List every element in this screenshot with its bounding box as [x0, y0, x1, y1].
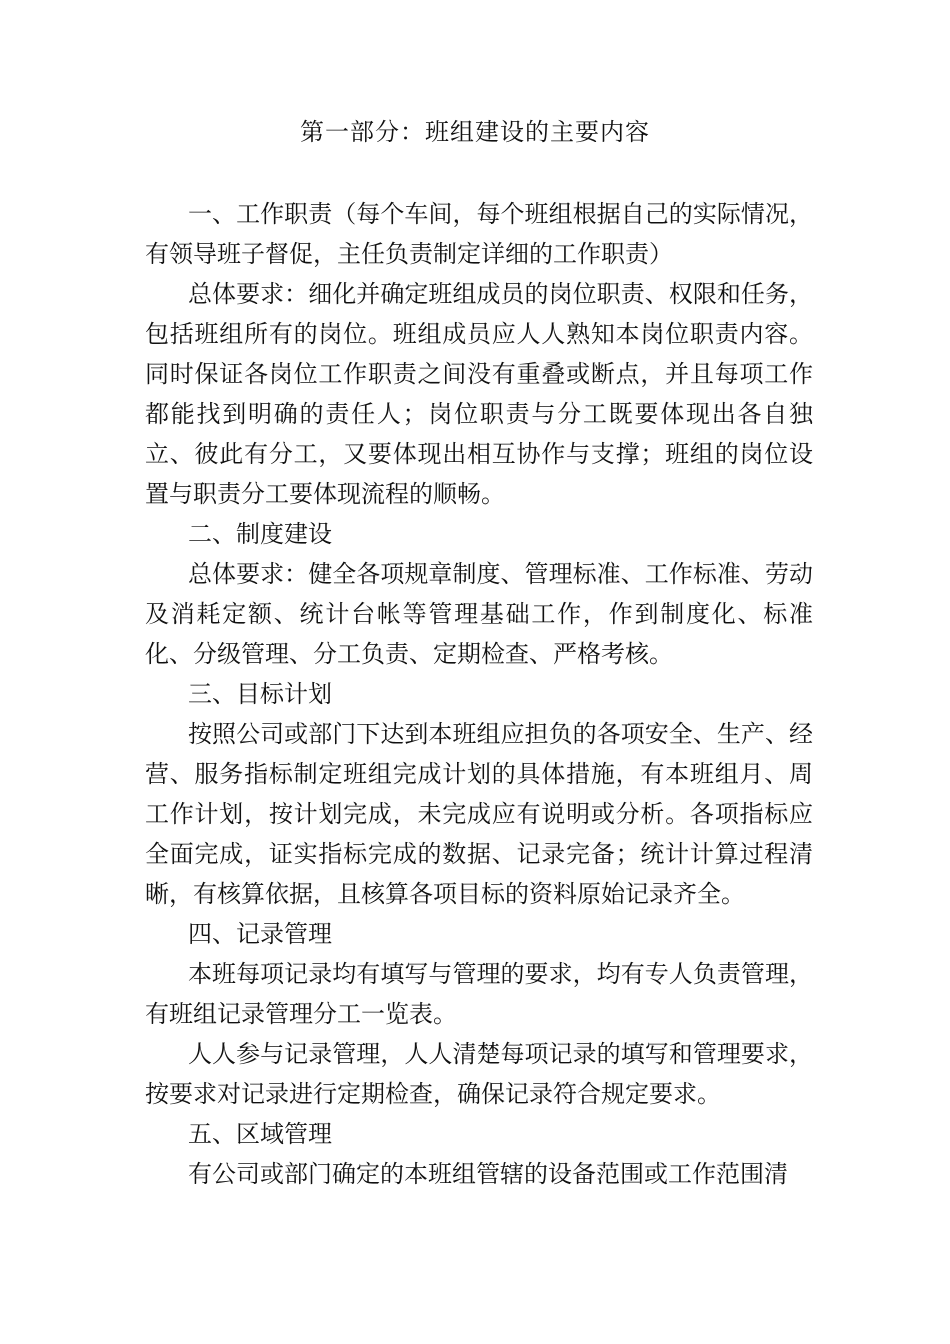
paragraph-target-plan: 按照公司或部门下达到本班组应担负的各项安全、生产、经营、服务指标制定班组完成计划的具体措施，有本班组月、周工作计划，按计划完成，未完成应有说明或分析。各项指标应全面完成，证实指标完成的数据、记录完备；统计计算过程清晰，有核算依据，且核算各项目标的资料原始记录齐全。 — [145, 720, 813, 908]
paragraph-system-requirements: 总体要求：健全各项规章制度、管理标准、工作标准、劳动及消耗定额、统计台帐等管理基础工作，作到制度化、标准化、分级管理、分工负责、定期检查、严格考核。 — [145, 560, 813, 668]
paragraph-record-management-1: 本班每项记录均有填写与管理的要求，均有专人负责管理，有班组记录管理分工一览表。 — [145, 960, 813, 1028]
heading-system-building: 二、制度建设 — [188, 520, 332, 548]
page-title: 第一部分：班组建设的主要内容 — [300, 118, 650, 146]
heading-target-plan: 三、目标计划 — [188, 680, 332, 708]
paragraph-record-management-2: 人人参与记录管理，人人清楚每项记录的填写和管理要求，按要求对记录进行定期检查，确保记录符合规定要求。 — [145, 1040, 813, 1108]
heading-record-management: 四、记录管理 — [188, 920, 332, 948]
heading-work-duties: 一、工作职责（每个车间，每个班组根据自己的实际情况，有领导班子督促，主任负责制定详细的工作职责） — [145, 200, 813, 268]
paragraph-duties-requirements: 总体要求：细化并确定班组成员的岗位职责、权限和任务，包括班组所有的岗位。班组成员应人人熟知本岗位职责内容。同时保证各岗位工作职责之间没有重叠或断点，并且每项工作都能找到明确的责任人；岗位职责与分工既要体现出各自独立、彼此有分工，又要体现出相互协作与支撑；班组的岗位设置与职责分工要体现流程的顺畅。 — [145, 280, 813, 508]
heading-area-management: 五、区域管理 — [188, 1120, 332, 1148]
document-body — [145, 194, 813, 1194]
paragraph-area-management: 有公司或部门确定的本班组管辖的设备范围或工作范围清 — [188, 1160, 788, 1188]
